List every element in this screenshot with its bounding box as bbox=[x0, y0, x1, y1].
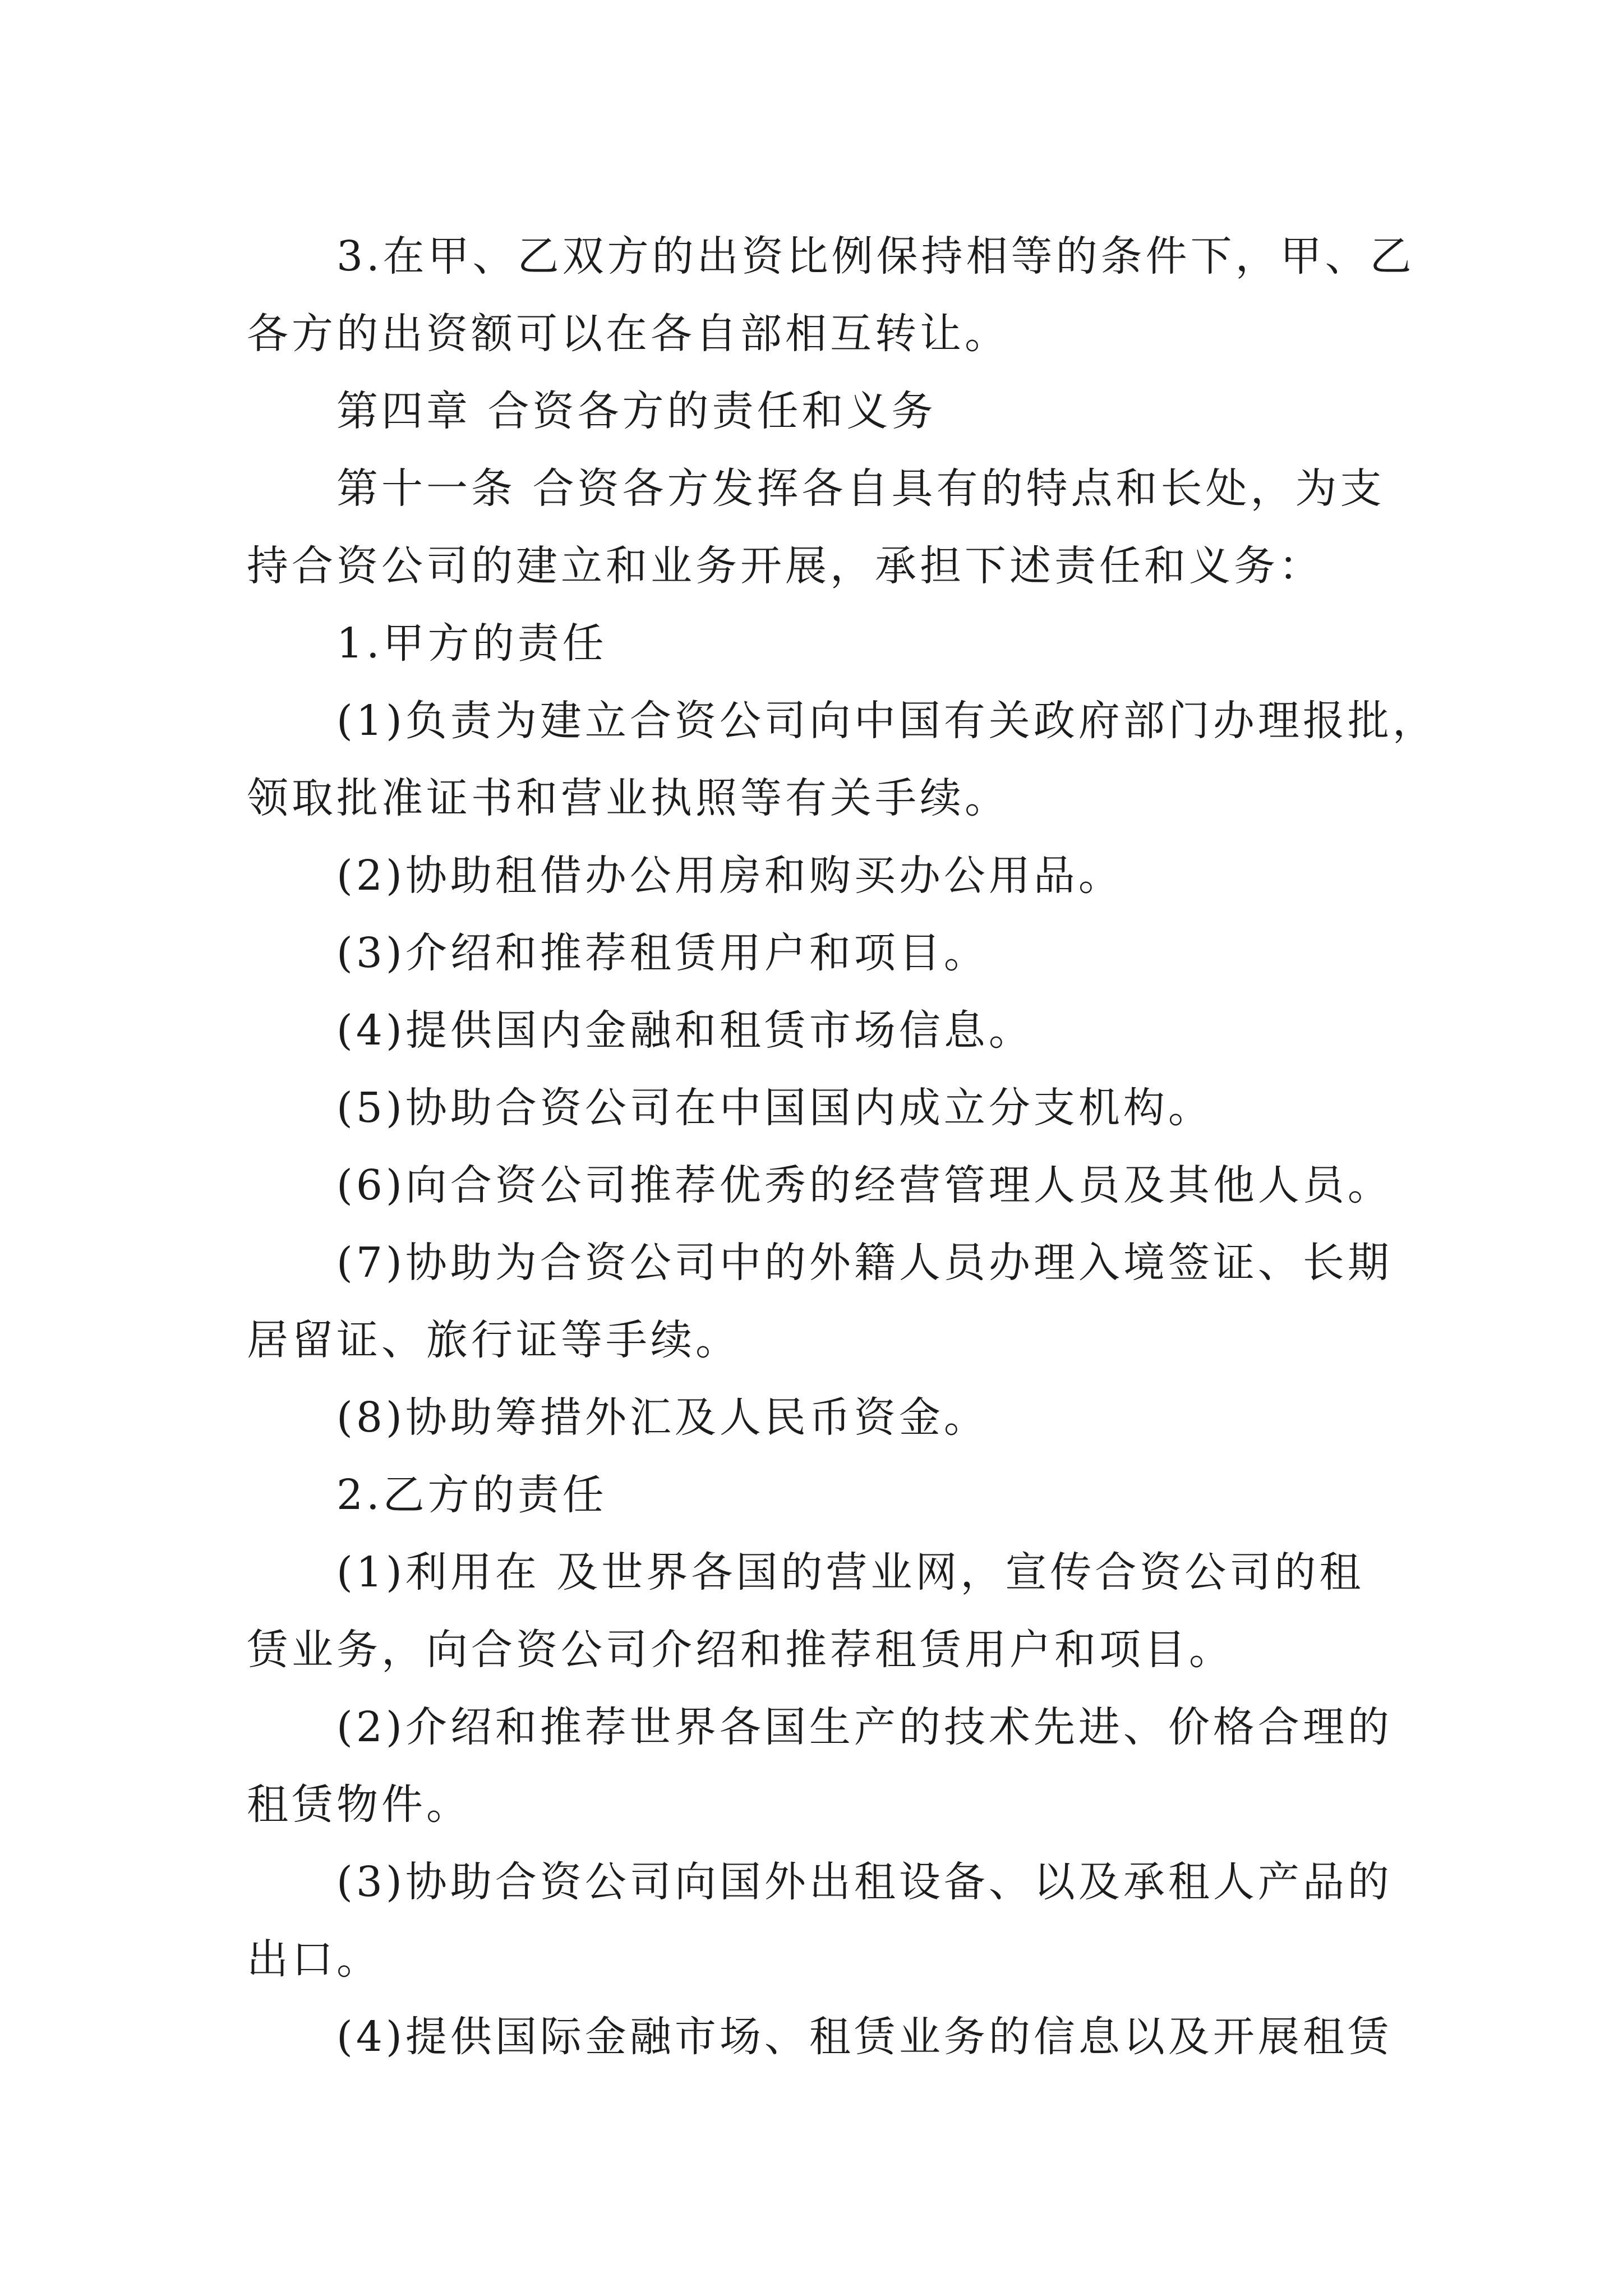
text-line: 领取批准证书和营业执照等有关手续。 bbox=[247, 774, 1009, 822]
list-item: (2)协助租借办公用房和购买办公用品。 bbox=[336, 852, 1123, 900]
list-item: (8)协助筹措外汇及人民币资金。 bbox=[336, 1393, 989, 1442]
text-line: 持合资公司的建立和业务开展，承担下述责任和义务： bbox=[247, 542, 1324, 590]
list-item: (1)负责为建立合资公司向中国有关政府部门办理报批， bbox=[336, 697, 1437, 745]
text-line: 租赁物件。 bbox=[247, 1780, 471, 1829]
chapter-heading: 第四章 合资各方的责任和义务 bbox=[336, 387, 937, 435]
list-item: (4)提供国际金融市场、租赁业务的信息以及开展租赁 bbox=[336, 2013, 1393, 2061]
article-heading: 第十一条 合资各方发挥各自具有的特点和长处，为支 bbox=[336, 464, 1385, 513]
text-line: 居留证、旅行证等手续。 bbox=[247, 1316, 740, 1364]
list-item: (7)协助为合资公司中的外籍人员办理入境签证、长期 bbox=[336, 1239, 1393, 1287]
list-item: (4)提供国内金融和租赁市场信息。 bbox=[336, 1006, 1034, 1055]
list-item: (3)介绍和推荐租赁用户和项目。 bbox=[336, 929, 989, 977]
list-item: (1)利用在 及世界各国的营业网，宣传合资公司的租 bbox=[336, 1548, 1364, 1596]
text-line: 赁业务，向合资公司介绍和推荐租赁用户和项目。 bbox=[247, 1626, 1234, 1674]
text-line: 各方的出资额可以在各自部相互转让。 bbox=[247, 310, 1009, 358]
text-line: 3.在甲、乙双方的出资比例保持相等的条件下，甲、乙 bbox=[336, 232, 1415, 280]
section-heading: 2.乙方的责任 bbox=[336, 1471, 607, 1519]
text-line: 出口。 bbox=[247, 1935, 381, 1984]
document-body bbox=[247, 218, 1437, 2076]
section-heading: 1.甲方的责任 bbox=[336, 619, 607, 668]
list-item: (3)协助合资公司向国外出租设备、以及承租人产品的 bbox=[336, 1858, 1393, 1906]
list-item: (6)向合资公司推荐优秀的经营管理人员及其他人员。 bbox=[336, 1161, 1393, 1209]
list-item: (2)介绍和推荐世界各国生产的技术先进、价格合理的 bbox=[336, 1703, 1393, 1751]
list-item: (5)协助合资公司在中国国内成立分支机构。 bbox=[336, 1084, 1213, 1132]
